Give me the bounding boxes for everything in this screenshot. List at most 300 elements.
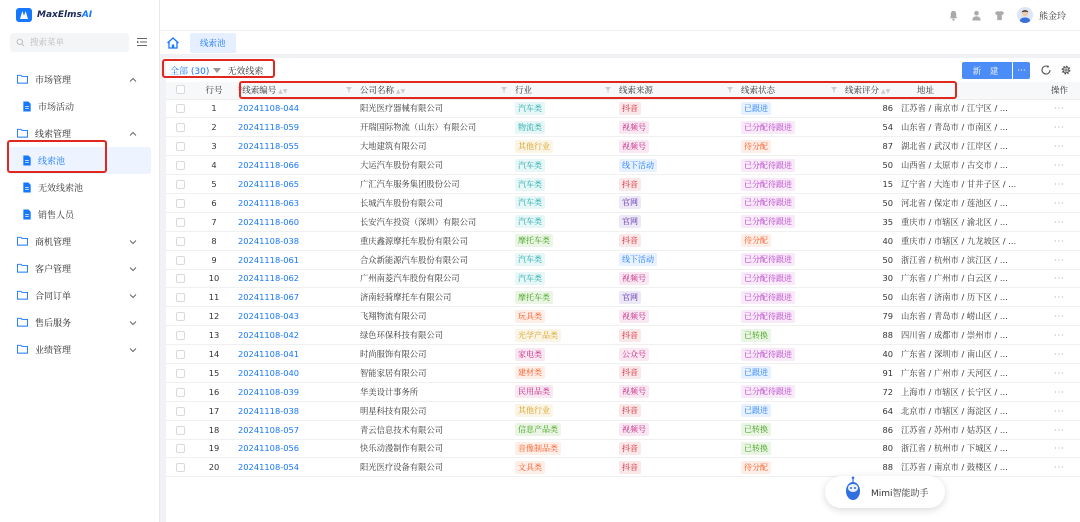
row-select-cell[interactable] (166, 137, 194, 156)
status-cell (737, 288, 841, 307)
row-checkbox[interactable] (176, 104, 185, 113)
company-name: 阳光医疗设备有限公司 (356, 458, 511, 477)
source-tag: 抖音 (619, 234, 641, 247)
lead-score: 87 (841, 137, 897, 156)
header-select[interactable] (166, 82, 194, 99)
tab-lead-pool[interactable]: 线索池 (190, 33, 236, 53)
row-number: 2 (194, 118, 234, 137)
source-tag: 线下活动 (619, 253, 657, 266)
more-actions-icon[interactable]: ··· (1054, 254, 1065, 265)
company-name: 智能家居有限公司 (356, 363, 511, 382)
bell-icon[interactable] (948, 10, 959, 21)
status-cell (737, 175, 841, 194)
table-row[interactable] (166, 439, 1080, 458)
caret-down-icon[interactable] (213, 68, 221, 73)
search-icon (16, 38, 25, 47)
row-select-cell[interactable] (166, 175, 194, 194)
filter-icon[interactable] (605, 87, 611, 93)
user-name[interactable]: 熊金玲 (1038, 11, 1066, 22)
document-icon (22, 101, 32, 112)
row-select-cell[interactable] (166, 212, 194, 231)
industry-cell (511, 250, 615, 269)
status-tag: 已转换 (741, 423, 771, 436)
more-actions-icon[interactable]: ··· (1054, 405, 1065, 416)
status-tag: 待分配 (741, 234, 771, 247)
lead-code-link[interactable]: 20241108-039 (234, 382, 356, 401)
source-cell (615, 175, 737, 194)
address: 山东省 / 青岛市 / 崂山区 / ... (897, 307, 1039, 326)
company-name: 广州南菱汽车股份有限公司 (356, 269, 511, 288)
status-cell (737, 326, 841, 345)
source-cell (615, 156, 737, 175)
lead-code-link[interactable]: 20241108-044 (234, 99, 356, 118)
assistant-button[interactable] (825, 476, 945, 508)
source-cell (615, 363, 737, 382)
more-button[interactable]: ··· (1013, 62, 1030, 79)
industry-tag: 汽车类 (515, 159, 545, 172)
home-icon[interactable] (166, 36, 180, 50)
source-tag: 抖音 (619, 442, 641, 455)
settings-icon[interactable] (1060, 64, 1072, 76)
lead-score: 88 (841, 458, 897, 477)
chevron-up-icon (129, 130, 137, 138)
address: 广东省 / 广州市 / 白云区 / ... (897, 269, 1039, 288)
menu-group-performance[interactable]: 业绩管理 (0, 336, 159, 363)
filter-icon[interactable] (346, 87, 352, 93)
row-checkbox[interactable] (176, 274, 185, 283)
status-tag: 已分配待跟进 (741, 310, 795, 323)
header-industry[interactable]: 行业 (511, 82, 615, 99)
more-actions-icon[interactable]: ··· (1054, 216, 1065, 227)
table-row[interactable] (166, 137, 1080, 156)
company-name: 飞翔物流有限公司 (356, 307, 511, 326)
row-number: 15 (194, 363, 234, 382)
row-number: 5 (194, 175, 234, 194)
row-checkbox[interactable] (176, 444, 185, 453)
row-select-cell[interactable] (166, 193, 194, 212)
row-select-cell[interactable] (166, 231, 194, 250)
filter-all[interactable]: 全部 (30) (170, 66, 210, 77)
logo-icon (16, 8, 32, 22)
row-ops-cell (1039, 439, 1080, 458)
menu-item-market-activity[interactable]: 市场活动 (0, 93, 159, 120)
header-address[interactable]: 地址 (897, 82, 1039, 99)
company-name: 绿色环保科技有限公司 (356, 326, 511, 345)
new-button[interactable]: 新 建 (962, 62, 1012, 79)
lead-code-link[interactable]: 20241118-066 (234, 156, 356, 175)
status-tag: 已分配待跟进 (741, 348, 795, 361)
row-checkbox[interactable] (176, 256, 185, 265)
more-actions-icon[interactable]: ··· (1054, 424, 1065, 435)
lead-score: 50 (841, 156, 897, 175)
menu-group-market[interactable]: 市场管理 (0, 66, 159, 93)
menu-collapse-icon[interactable] (135, 35, 149, 49)
row-select-cell[interactable] (166, 363, 194, 382)
status-tag: 已分配待跟进 (741, 253, 795, 266)
source-cell (615, 193, 737, 212)
status-tag: 已分配待跟进 (741, 178, 795, 191)
lead-score: 86 (841, 99, 897, 118)
lead-code-link[interactable]: 20241108-056 (234, 439, 356, 458)
source-tag: 抖音 (619, 178, 641, 191)
industry-cell (511, 288, 615, 307)
industry-cell (511, 99, 615, 118)
row-checkbox[interactable] (176, 407, 185, 416)
table-row[interactable] (166, 231, 1080, 250)
status-tag: 已跟进 (741, 404, 771, 417)
more-actions-icon[interactable]: ··· (1054, 349, 1065, 360)
status-cell (737, 212, 841, 231)
menu-item-lead-pool[interactable]: 线索池 (8, 147, 151, 174)
row-number: 12 (194, 307, 234, 326)
row-select-cell[interactable] (166, 99, 194, 118)
row-select-cell[interactable] (166, 156, 194, 175)
row-ops-cell (1039, 99, 1080, 118)
industry-tag: 汽车类 (515, 178, 545, 191)
row-checkbox[interactable] (176, 369, 185, 378)
row-checkbox[interactable] (176, 161, 185, 170)
status-tag: 已跟进 (741, 366, 771, 379)
row-number: 1 (194, 99, 234, 118)
more-actions-icon[interactable]: ··· (1054, 386, 1065, 397)
table-body (166, 99, 1080, 477)
row-ops-cell (1039, 212, 1080, 231)
row-checkbox[interactable] (176, 180, 185, 189)
table-row[interactable] (166, 307, 1080, 326)
more-actions-icon[interactable]: ··· (1054, 330, 1065, 341)
row-number: 6 (194, 193, 234, 212)
more-actions-icon[interactable]: ··· (1054, 311, 1065, 322)
row-ops-cell (1039, 250, 1080, 269)
source-cell (615, 137, 737, 156)
source-cell (615, 326, 737, 345)
shirt-icon[interactable] (994, 10, 1005, 21)
table-row[interactable] (166, 326, 1080, 345)
more-actions-icon[interactable]: ··· (1054, 273, 1065, 284)
header-score[interactable]: 线索评分 ▲▼ (841, 82, 897, 99)
folder-icon (17, 263, 28, 274)
sort-icon[interactable]: ▲▼ (396, 88, 406, 96)
table-row[interactable] (166, 250, 1080, 269)
folder-icon (17, 344, 28, 355)
lead-code-link[interactable]: 20241118-065 (234, 175, 356, 194)
address: 辽宁省 / 大连市 / 甘井子区 / ... (897, 175, 1039, 194)
status-tag: 已分配待跟进 (741, 215, 795, 228)
row-select-cell[interactable] (166, 439, 194, 458)
industry-tag: 其他行业 (515, 404, 553, 417)
select-all-checkbox[interactable] (176, 85, 185, 94)
table-row[interactable] (166, 99, 1080, 118)
industry-tag: 其他行业 (515, 140, 553, 153)
row-select-cell[interactable] (166, 382, 194, 401)
row-number: 4 (194, 156, 234, 175)
row-ops-cell (1039, 288, 1080, 307)
lead-score: 72 (841, 382, 897, 401)
source-cell (615, 99, 737, 118)
lead-code-link[interactable]: 20241108-054 (234, 458, 356, 477)
search-placeholder: 搜索菜单 (30, 38, 65, 48)
source-cell (615, 458, 737, 477)
row-select-cell[interactable] (166, 307, 194, 326)
status-cell (737, 250, 841, 269)
document-icon (22, 155, 32, 166)
row-checkbox[interactable] (176, 331, 185, 340)
row-checkbox[interactable] (176, 142, 185, 151)
refresh-icon[interactable] (1040, 64, 1052, 76)
row-select-cell[interactable] (166, 401, 194, 420)
table-row[interactable] (166, 193, 1080, 212)
company-name: 合众新能源汽车股份有限公司 (356, 250, 511, 269)
company-name: 大地建筑有限公司 (356, 137, 511, 156)
source-cell (615, 401, 737, 420)
source-tag: 官网 (619, 215, 641, 228)
lead-code-link[interactable]: 20241108-040 (234, 363, 356, 382)
menu-item-invalid-pool[interactable]: 无效线索池 (0, 174, 159, 201)
folder-icon (17, 317, 28, 328)
table-row[interactable] (166, 269, 1080, 288)
company-name: 长安汽车投资（深圳）有限公司 (356, 212, 511, 231)
menu-group-opportunity[interactable]: 商机管理 (0, 228, 159, 255)
source-cell (615, 420, 737, 439)
more-actions-icon[interactable]: ··· (1054, 197, 1065, 208)
table-row[interactable] (166, 212, 1080, 231)
address: 江苏省 / 南京市 / 江宁区 / ... (897, 99, 1039, 118)
status-cell (737, 382, 841, 401)
filter-icon[interactable] (727, 87, 733, 93)
folder-icon (17, 236, 28, 247)
industry-cell (511, 193, 615, 212)
status-cell (737, 401, 841, 420)
row-number: 20 (194, 458, 234, 477)
sort-icon[interactable]: ▲▼ (881, 88, 891, 96)
header-code[interactable]: *线索编号 ▲▼ (234, 82, 356, 99)
row-ops-cell (1039, 420, 1080, 439)
row-number: 13 (194, 326, 234, 345)
row-ops-cell (1039, 118, 1080, 137)
menu-group-customer[interactable]: 客户管理 (0, 255, 159, 282)
app-logo[interactable] (0, 0, 159, 30)
row-checkbox[interactable] (176, 237, 185, 246)
source-tag: 官网 (619, 291, 641, 304)
more-actions-icon[interactable]: ··· (1054, 462, 1065, 473)
lead-score: 54 (841, 118, 897, 137)
source-tag: 视频号 (619, 385, 649, 398)
status-cell (737, 363, 841, 382)
status-tag: 已分配待跟进 (741, 121, 795, 134)
chevron-down-icon (129, 238, 137, 246)
filter-invalid[interactable]: 无效线索 (227, 66, 264, 77)
industry-tag: 玩具类 (515, 310, 545, 323)
more-actions-icon[interactable]: ··· (1054, 179, 1065, 189)
row-checkbox[interactable] (176, 218, 185, 227)
row-ops-cell (1039, 269, 1080, 288)
lead-code-link[interactable]: 20241118-061 (234, 250, 356, 269)
address: 重庆市 / 市辖区 / 渝北区 / ... (897, 212, 1039, 231)
status-tag: 已分配待跟进 (741, 159, 795, 172)
document-icon (22, 182, 32, 193)
lead-code-link[interactable]: 20241118-038 (234, 401, 356, 420)
row-select-cell[interactable] (166, 458, 194, 477)
tab-bar (160, 30, 1080, 54)
table-row[interactable] (166, 118, 1080, 137)
company-name: 广汇汽车服务集团股份公司 (356, 175, 511, 194)
table-row[interactable] (166, 345, 1080, 364)
table-row[interactable] (166, 156, 1080, 175)
lead-score: 79 (841, 307, 897, 326)
source-cell (615, 212, 737, 231)
more-actions-icon[interactable]: ··· (1054, 443, 1065, 454)
row-checkbox[interactable] (176, 293, 185, 302)
lead-code-link[interactable]: 20241108-043 (234, 307, 356, 326)
menu-search-input[interactable] (10, 33, 129, 52)
lead-score: 35 (841, 212, 897, 231)
source-cell (615, 345, 737, 364)
filter-icon[interactable] (501, 87, 507, 93)
status-tag: 已分配待跟进 (741, 272, 795, 285)
row-number: 18 (194, 420, 234, 439)
lead-table (166, 82, 1080, 477)
source-cell (615, 382, 737, 401)
row-select-cell[interactable] (166, 250, 194, 269)
status-tag: 已分配待跟进 (741, 291, 795, 304)
more-actions-icon[interactable]: ··· (1054, 235, 1065, 246)
table-row[interactable] (166, 420, 1080, 439)
user-icon[interactable] (971, 10, 982, 21)
row-select-cell[interactable] (166, 269, 194, 288)
industry-cell (511, 345, 615, 364)
industry-tag: 汽车类 (515, 253, 545, 266)
industry-tag: 信息产品类 (515, 423, 561, 436)
row-checkbox[interactable] (176, 199, 185, 208)
address: 江苏省 / 南京市 / 鼓楼区 / ... (897, 458, 1039, 477)
address: 江苏省 / 苏州市 / 姑苏区 / ... (897, 420, 1039, 439)
lead-code-link[interactable]: 20241108-041 (234, 345, 356, 364)
lead-code-link[interactable]: 20241118-055 (234, 137, 356, 156)
industry-cell (511, 269, 615, 288)
source-tag: 官网 (619, 196, 641, 209)
status-tag: 已分配待跟进 (741, 385, 795, 398)
row-number: 7 (194, 212, 234, 231)
header-company[interactable]: 公司名称 ▲▼ (356, 82, 511, 99)
row-number: 8 (194, 231, 234, 250)
lead-score: 64 (841, 401, 897, 420)
row-number: 19 (194, 439, 234, 458)
chevron-up-icon (129, 76, 137, 84)
filter-icon[interactable] (831, 87, 837, 93)
lead-code-link[interactable]: 20241118-067 (234, 288, 356, 307)
row-number: 10 (194, 269, 234, 288)
avatar[interactable] (1017, 7, 1033, 23)
status-cell (737, 137, 841, 156)
menu-group-lead[interactable]: 线索管理 (0, 120, 159, 147)
source-tag: 视频号 (619, 121, 649, 134)
more-actions-icon[interactable]: ··· (1054, 292, 1065, 303)
address: 山东省 / 济南市 / 历下区 / ... (897, 288, 1039, 307)
status-tag: 待分配 (741, 461, 771, 474)
table-row[interactable] (166, 175, 1080, 194)
address: 浙江省 / 杭州市 / 下城区 / ... (897, 439, 1039, 458)
status-tag: 待分配 (741, 140, 771, 153)
table-row[interactable] (166, 401, 1080, 420)
lead-code-link[interactable]: 20241118-059 (234, 118, 356, 137)
lead-code-link[interactable]: 20241118-062 (234, 269, 356, 288)
industry-tag: 建材类 (515, 366, 545, 379)
status-tag: 已跟进 (741, 102, 771, 115)
table-row[interactable] (166, 363, 1080, 382)
row-checkbox[interactable] (176, 350, 185, 359)
row-select-cell[interactable] (166, 118, 194, 137)
row-select-cell[interactable] (166, 345, 194, 364)
sidebar (0, 0, 160, 522)
header-status[interactable]: 线索状态 (737, 82, 841, 99)
company-name: 济南轻骑摩托车有限公司 (356, 288, 511, 307)
status-cell (737, 307, 841, 326)
table-row[interactable] (166, 288, 1080, 307)
source-tag: 线下活动 (619, 159, 657, 172)
more-actions-icon[interactable]: ··· (1054, 160, 1065, 171)
lead-score: 86 (841, 420, 897, 439)
row-ops-cell (1039, 193, 1080, 212)
lead-code-link[interactable]: 20241118-060 (234, 212, 356, 231)
source-tag: 抖音 (619, 329, 641, 342)
lead-code-link[interactable]: 20241108-042 (234, 326, 356, 345)
source-cell (615, 250, 737, 269)
lead-score: 50 (841, 288, 897, 307)
source-cell (615, 288, 737, 307)
menu-group-contract[interactable]: 合同订单 (0, 282, 159, 309)
lead-score: 50 (841, 193, 897, 212)
industry-cell (511, 382, 615, 401)
more-actions-icon[interactable]: ··· (1054, 103, 1065, 114)
row-checkbox[interactable] (176, 463, 185, 472)
lead-code-link[interactable]: 20241108-038 (234, 231, 356, 250)
row-checkbox[interactable] (176, 388, 185, 397)
header-source[interactable]: 线索来源 (615, 82, 737, 99)
address: 上海市 / 市辖区 / 长宁区 / ... (897, 382, 1039, 401)
row-select-cell[interactable] (166, 326, 194, 345)
more-actions-icon[interactable]: ··· (1054, 122, 1065, 133)
table-row[interactable] (166, 382, 1080, 401)
row-checkbox[interactable] (176, 312, 185, 321)
row-select-cell[interactable] (166, 420, 194, 439)
more-actions-icon[interactable]: ··· (1054, 367, 1065, 378)
table-row[interactable] (166, 458, 1080, 477)
lead-score: 15 (841, 175, 897, 194)
more-actions-icon[interactable]: ··· (1054, 141, 1065, 152)
row-select-cell[interactable] (166, 288, 194, 307)
menu-group-after-sales[interactable]: 售后服务 (0, 309, 159, 336)
lead-score: 40 (841, 231, 897, 250)
lead-code-link[interactable]: 20241108-057 (234, 420, 356, 439)
industry-tag: 摩托车类 (515, 234, 553, 247)
source-tag: 视频号 (619, 310, 649, 323)
lead-code-link[interactable]: 20241118-063 (234, 193, 356, 212)
status-tag: 已分配待跟进 (741, 196, 795, 209)
sort-icon[interactable]: ▲▼ (278, 88, 288, 96)
industry-cell (511, 458, 615, 477)
source-cell (615, 307, 737, 326)
row-checkbox[interactable] (176, 123, 185, 132)
lead-score: 88 (841, 326, 897, 345)
row-ops-cell (1039, 363, 1080, 382)
menu-item-sales-person[interactable]: 销售人员 (0, 201, 159, 228)
lead-score: 91 (841, 363, 897, 382)
row-ops-cell (1039, 345, 1080, 364)
row-checkbox[interactable] (176, 426, 185, 435)
address: 河北省 / 保定市 / 莲池区 / ... (897, 193, 1039, 212)
industry-tag: 汽车类 (515, 272, 545, 285)
lead-score: 40 (841, 345, 897, 364)
